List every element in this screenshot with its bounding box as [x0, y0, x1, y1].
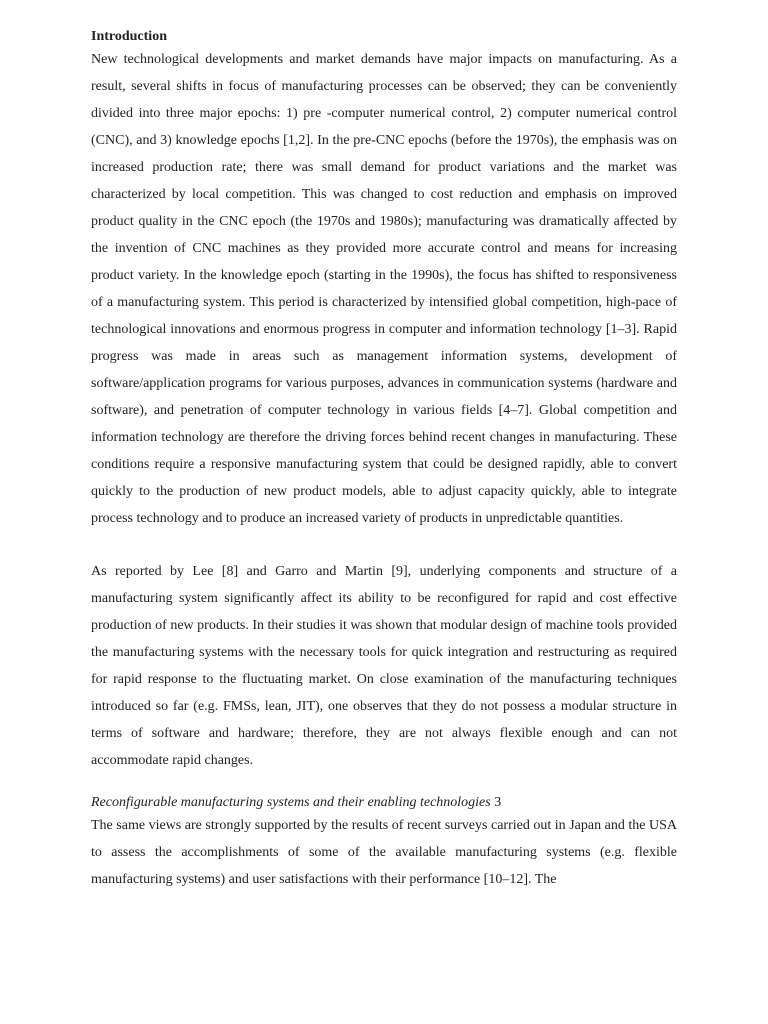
paragraph-1: New technological developments and market demands have major impacts on manufacturing. As a result, several shifts in focus of manufacturing processes can be observed; they can be conveniently divided into three major epochs: 1) pre -computer numerical control, 2) computer numerical control (CNC), and 3) knowledge epochs [1,2]. In the pre-CNC epochs (before the 1970s), the emphasis was on increased production rate; there was small demand for product variations and the market was characterized by local competition. This was changed to cost reduction and emphasis on improved product quality in the CNC epoch (the 1970s and 1980s); manufacturing was dramatically affected by the invention of CNC machines as they provided more accurate control and means for increasing product variety. In the knowledge epoch (starting in the 1990s), the focus has shifted to responsiveness of a manufacturing system. This period is characterized by intensified global competition, high-pace of technological innovations and enormous progress in computer and information technology [1–3]. Rapid progress was made in areas such as management information systems, development of software/application programs for various purposes, advances in communication systems (hardware and software), and penetration of computer technology in various fields [4–7]. Global competition and information technology are therefore the driving forces behind recent changes in manufacturing. These conditions require a responsive manufacturing system that could be designed rapidly, able to convert quickly to the production of new product models, able to adjust capacity quickly, able to integrate process technology and to produce an increased variety of products in unpredictable quantities. [91, 52, 677, 526]
running-head [91, 794, 677, 812]
running-head-title: Reconfigurable manufacturing systems and their enabling technologies [91, 795, 491, 810]
document-page [91, 28, 677, 893]
section-heading: Introduction [91, 29, 167, 44]
paragraph-spacer [91, 532, 677, 558]
paragraph-2: As reported by Lee [8] and Garro and Martin [9], underlying components and structure of a manufacturing system significantly affect its ability to be reconfigured for rapid and cost effective production of new products. In their studies it was shown that modular design of machine tools provided the manufacturing systems with the necessary tools for quick integration and restructuring as required for rapid response to the fluctuating market. On close examination of the manufacturing techniques introduced so far (e.g. FMSs, lean, JIT), one observes that they do not possess a modular structure in terms of software and hardware; therefore, they are not always flexible enough and can not accommodate rapid changes. [91, 564, 677, 768]
paragraph-spacer [91, 774, 677, 794]
running-head-page-number: 3 [494, 795, 502, 810]
paragraph-3: The same views are strongly supported by the results of recent surveys carried out in Japan and the USA to assess the accomplishments of some of the available manufacturing systems (e.g. flexible manufacturing systems) and user satisfactions with their performance [10–12]. The [91, 818, 677, 887]
